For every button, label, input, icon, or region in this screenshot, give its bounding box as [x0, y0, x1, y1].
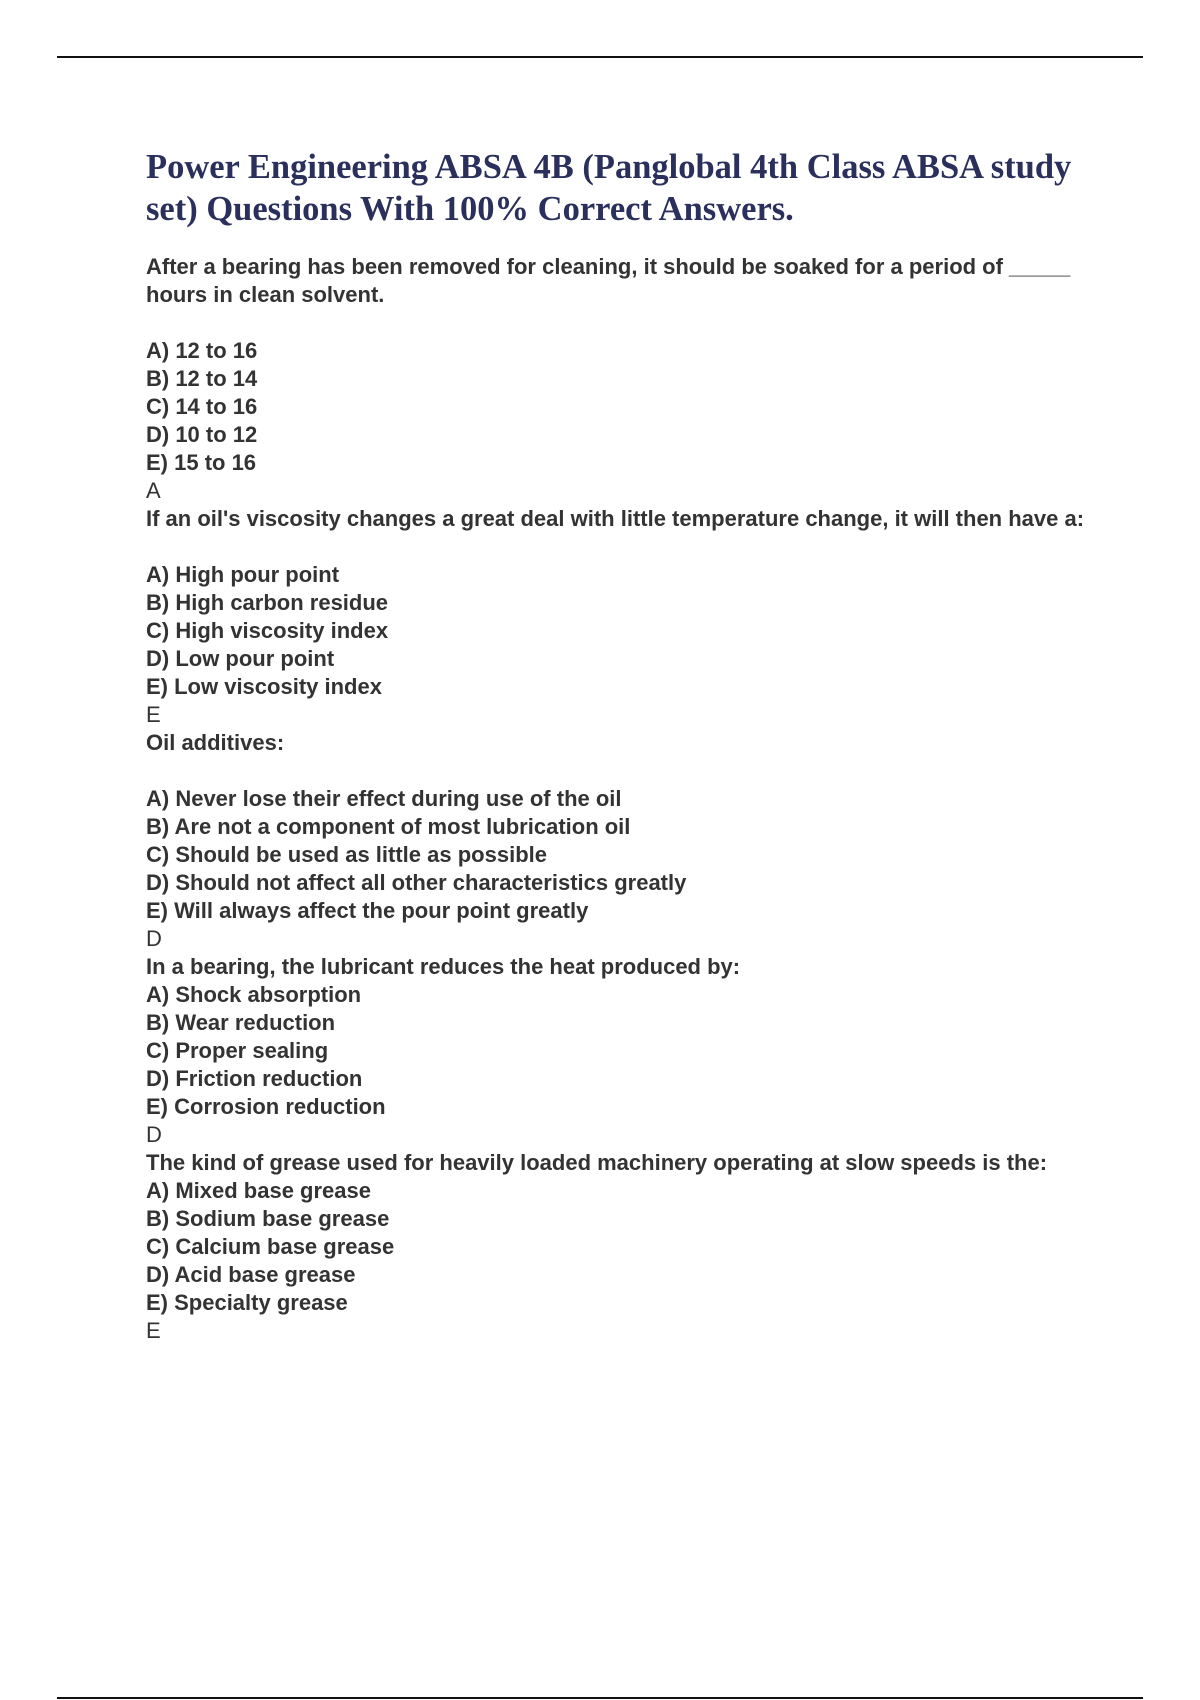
- question-prompt: If an oil's viscosity changes a great deal with little temperature change, it will then have a:: [146, 506, 1085, 531]
- answer-options: [146, 1177, 1096, 1317]
- answer-option: C) Proper sealing: [146, 1038, 329, 1063]
- answer-option: A) Never lose their effect during use of the oil: [146, 786, 622, 811]
- answer-option: D) 10 to 12: [146, 422, 258, 447]
- correct-answer: A: [146, 478, 161, 503]
- question-prompt: Oil additives:: [146, 730, 285, 755]
- answer-option: B) High carbon residue: [146, 590, 389, 615]
- answer-option: D) Friction reduction: [146, 1066, 363, 1091]
- footer-rule: [57, 1697, 1143, 1699]
- answer-option: B) 12 to 14: [146, 366, 258, 391]
- question-block: [146, 953, 1096, 1149]
- question-block: [146, 253, 1096, 505]
- question-prompt: The kind of grease used for heavily loaded machinery operating at slow speeds is the:: [146, 1150, 1048, 1175]
- answer-option: D) Should not affect all other characteristics greatly: [146, 870, 687, 895]
- header-rule: [57, 56, 1143, 58]
- question-block: [146, 729, 1096, 953]
- answer-option: C) 14 to 16: [146, 394, 258, 419]
- answer-option: E) 15 to 16: [146, 450, 257, 475]
- answer-option: E) Specialty grease: [146, 1290, 348, 1315]
- document-body: [146, 146, 1096, 1345]
- answer-options: [146, 337, 1096, 477]
- answer-option: C) High viscosity index: [146, 618, 389, 643]
- document-title: Power Engineering ABSA 4B (Panglobal 4th Class ABSA study set) Questions With 100% Correct Answers.: [146, 148, 1072, 228]
- question-prompt: In a bearing, the lubricant reduces the heat produced by:: [146, 954, 741, 979]
- correct-answer: E: [146, 702, 161, 727]
- answer-option: B) Are not a component of most lubrication oil: [146, 814, 631, 839]
- question-block: [146, 1149, 1096, 1345]
- answer-option: A) Shock absorption: [146, 982, 362, 1007]
- correct-answer: D: [146, 1122, 162, 1147]
- correct-answer: D: [146, 926, 162, 951]
- answer-options: [146, 785, 1096, 925]
- answer-option: A) Mixed base grease: [146, 1178, 371, 1203]
- answer-option: E) Corrosion reduction: [146, 1094, 386, 1119]
- answer-option: B) Sodium base grease: [146, 1206, 390, 1231]
- answer-option: C) Should be used as little as possible: [146, 842, 547, 867]
- correct-answer: E: [146, 1318, 161, 1343]
- answer-option: D) Acid base grease: [146, 1262, 356, 1287]
- answer-option: E) Low viscosity index: [146, 674, 382, 699]
- answer-option: B) Wear reduction: [146, 1010, 336, 1035]
- question-prompt: After a bearing has been removed for cleaning, it should be soaked for a period of _____ hours in clean solvent.: [146, 254, 1071, 307]
- answer-option: C) Calcium base grease: [146, 1234, 395, 1259]
- answer-option: E) Will always affect the pour point greatly: [146, 898, 589, 923]
- answer-options: [146, 981, 1096, 1121]
- answer-option: D) Low pour point: [146, 646, 335, 671]
- answer-options: [146, 561, 1096, 701]
- question-block: [146, 505, 1096, 729]
- answer-option: A) 12 to 16: [146, 338, 258, 363]
- answer-option: A) High pour point: [146, 562, 340, 587]
